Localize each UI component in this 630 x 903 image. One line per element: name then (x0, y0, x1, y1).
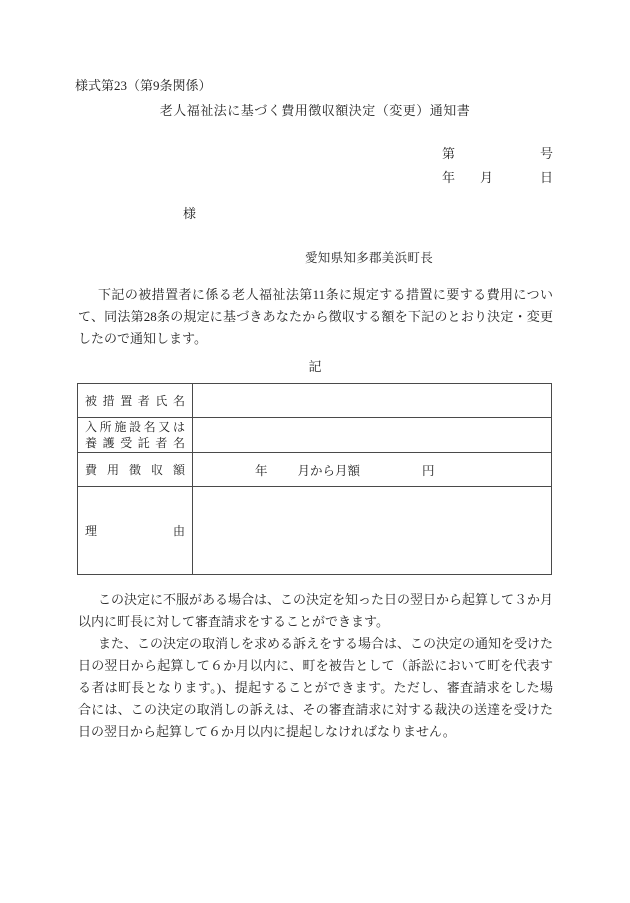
fee-yen-label: 円 (422, 463, 435, 478)
reason-value-cell (193, 487, 552, 575)
form-number: 様式第23（第9条関係） (75, 78, 212, 93)
facility-label-line2: 養 護 受 託 者 名 (85, 436, 185, 450)
facility-value-cell (193, 418, 552, 453)
ki-heading: 記 (308, 359, 322, 374)
fee-label-cell (78, 453, 193, 487)
facility-label-cell (78, 418, 193, 453)
fee-label: 費 用 徴 収 額 (85, 462, 185, 477)
date-year-label: 年 (441, 170, 455, 185)
facility-label-line1: 入 所 施 設 名 又 は (85, 420, 185, 434)
table-row-reason (78, 487, 552, 575)
document-number-line (442, 144, 553, 164)
addressee-honorific: 様 (183, 206, 197, 221)
fee-year-label: 年 (255, 463, 268, 478)
appeal-notice (78, 589, 553, 743)
document-title: 老人福祉法に基づく費用徴収額決定（変更）通知書 (159, 103, 471, 118)
name-label-cell (78, 384, 193, 418)
name-label: 被 措 置 者 氏 名 (85, 393, 185, 408)
fee-amount-cell (193, 453, 552, 487)
fee-decision-table (77, 383, 552, 575)
date-day-label: 日 (539, 170, 553, 185)
appeal-paragraph-2: また、この決定の取消しを求める訴えをする場合は、この決定の通知を受けた日の翌日から起算して６か月以内に、町を被告として（訴訟において町を代表する者は町長となります。)、提起することができます。ただし、審査請求をした場合には、この決定の取消しの訴えは、その審査請求に対する裁決の送達を受けた日の翌日から起算して６か月以内に提起しなければなりません。 (78, 636, 554, 739)
fee-from-month-label: 月から月額 (297, 463, 361, 478)
date-line (442, 168, 553, 188)
reason-label-cell (78, 487, 193, 575)
table-row-name (78, 384, 552, 418)
sender-title: 愛知県知多郡美浜町長 (305, 251, 434, 265)
doc-number-prefix: 第 (441, 146, 455, 161)
table-row-facility (78, 418, 552, 453)
reason-label: 理 由 (85, 523, 185, 538)
body-paragraph: 下記の被措置者に係る老人福祉法第11条に規定する措置に要する費用について、同法第28条の規定に基づきあなたから徴収する額を下記のとおり決定・変更したので通知します。 (78, 287, 553, 346)
date-month-label: 月 (479, 170, 493, 185)
appeal-paragraph-1: この決定に不服がある場合は、この決定を知った日の翌日から起算して３か月以内に町長に対して審査請求をすることができます。 (78, 592, 554, 629)
name-value-cell (193, 384, 552, 418)
table-row-fee (78, 453, 552, 487)
doc-number-suffix: 号 (539, 146, 553, 161)
